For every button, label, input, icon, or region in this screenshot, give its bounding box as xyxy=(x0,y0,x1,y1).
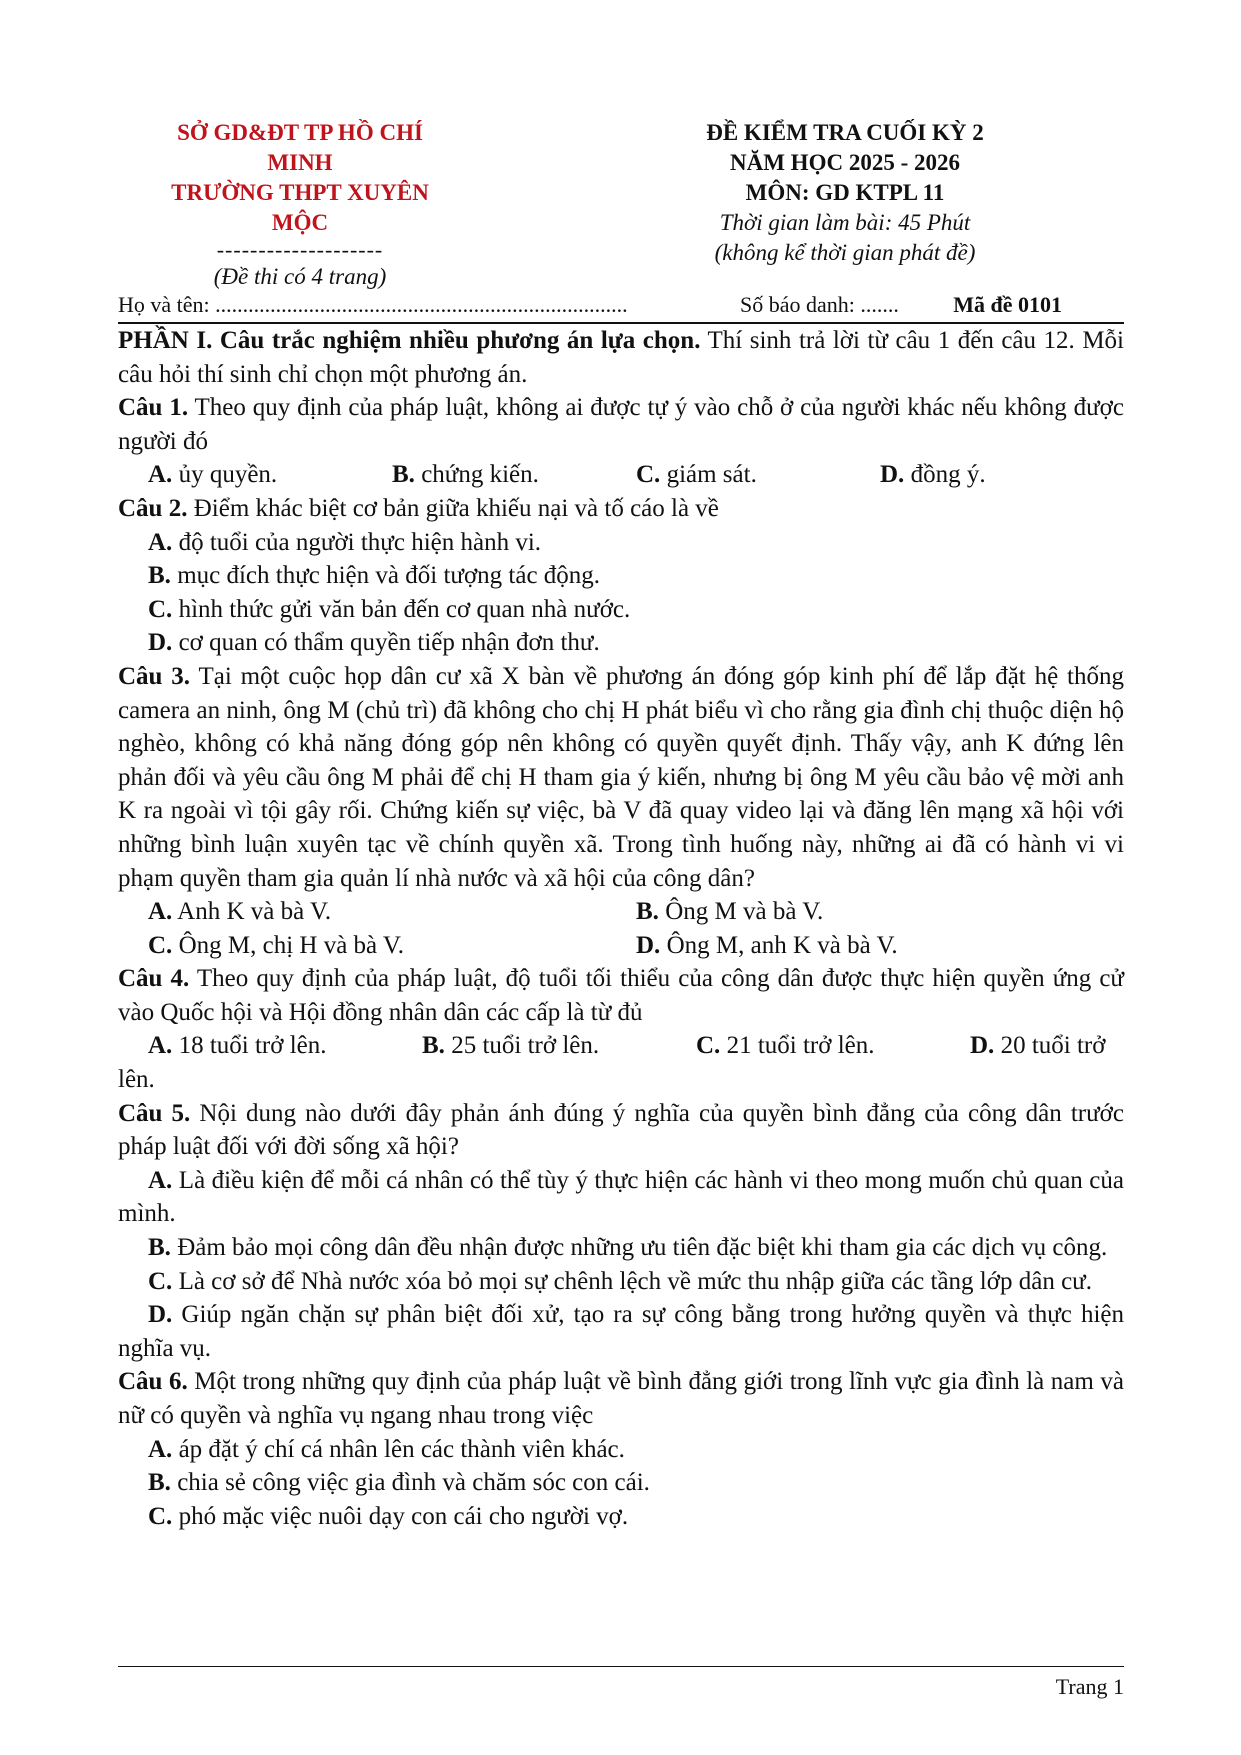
option-c: C. Ông M, chị H và bà V. xyxy=(148,931,405,959)
option-c: C. Là cơ sở để Nhà nước xóa bỏ mọi sự chênh lệch về mức thu nhập giữa các tầng lớp dân cư. xyxy=(148,1267,1092,1295)
candidate-number-field: Số báo danh: ....... xyxy=(740,292,899,317)
exam-header xyxy=(680,118,1010,268)
question-4 xyxy=(118,962,1124,1029)
question-label: Câu 3. xyxy=(118,662,191,690)
department-name: SỞ GD&ĐT TP HỒ CHÍ MINH xyxy=(177,120,423,175)
question-3 xyxy=(118,660,1124,895)
option-a: A. Anh K và bà V. xyxy=(148,898,332,926)
part-description: Thí sinh trả lời từ câu 1 đến câu 12. Mỗi câu hỏi thí sinh chỉ chọn một phương án. xyxy=(118,327,1124,388)
question-text: Điểm khác biệt cơ bản giữa khiếu nại và tố cáo là về xyxy=(187,494,719,522)
option-b: B. 25 tuổi trở lên. xyxy=(422,1032,600,1060)
part-title: PHẦN I. Câu trắc nghiệm nhiều phương án lựa chọn. xyxy=(118,327,701,354)
question-2 xyxy=(118,492,1124,526)
exam-code: Mã đề 0101 xyxy=(953,292,1062,317)
option-b: B. Ông M và bà V. xyxy=(636,898,824,926)
question-5 xyxy=(118,1097,1124,1164)
header-dashes: -------------------- xyxy=(216,237,384,262)
option-d: D. 20 tuổi trở xyxy=(970,1032,1106,1060)
question-text: Nội dung nào dưới đây phản ánh đúng ý nghĩa của quyền bình đẳng của công dân trước pháp luật đối với đời sống xã hội? xyxy=(118,1099,1124,1161)
school-header xyxy=(150,118,450,292)
question-label: Câu 1. xyxy=(118,394,189,422)
school-name: TRƯỜNG THPT XUYÊN MỘC xyxy=(171,180,429,235)
question-text: Theo quy định của pháp luật, độ tuổi tối thiểu của công dân được thực hiện quyền ứng cử vào Quốc hội và Hội đồng nhân dân các cấp là từ đủ xyxy=(118,965,1124,1026)
subject: MÔN: GD KTPL 11 xyxy=(745,180,945,205)
exam-duration: Thời gian làm bài: 45 Phút xyxy=(719,210,971,235)
option-b: B. Đảm bảo mọi công dân đều nhận được những ưu tiên đặc biệt khi tham gia các dịch vụ công. xyxy=(148,1234,1108,1262)
question-label: Câu 2. xyxy=(118,494,188,522)
question-4-options xyxy=(118,1029,1124,1063)
question-label: Câu 5. xyxy=(118,1099,191,1127)
option-c: C. giám sát. xyxy=(636,461,757,489)
question-text: Một trong những quy định của pháp luật về bình đẳng giới trong lĩnh vực gia đình là nam và nữ có quyền và nghĩa vụ ngang nhau trong việc xyxy=(118,1368,1124,1429)
option-d: D. đồng ý. xyxy=(880,461,986,489)
option-a: A. 18 tuổi trở lên. xyxy=(148,1032,327,1060)
option-a: A. áp đặt ý chí cá nhân lên các thành viên khác. xyxy=(148,1435,625,1463)
option-c: C. hình thức gửi văn bản đến cơ quan nhà nước. xyxy=(148,595,631,623)
question-3-options-row-1 xyxy=(118,895,1124,929)
option-b: B. chia sẻ công việc gia đình và chăm sóc con cái. xyxy=(148,1469,650,1497)
school-year: NĂM HỌC 2025 - 2026 xyxy=(730,150,960,175)
page-count-note: (Đề thi có 4 trang) xyxy=(213,264,387,289)
exam-content xyxy=(118,324,1124,1533)
question-1-options xyxy=(118,458,1124,492)
option-d-wrap: lên. xyxy=(118,1066,155,1094)
option-d: D. cơ quan có thẩm quyền tiếp nhận đơn thư. xyxy=(148,629,600,657)
part-heading xyxy=(118,324,1124,391)
exam-title: ĐỀ KIỂM TRA CUỐI KỲ 2 xyxy=(706,120,984,145)
option-a: A. ủy quyền. xyxy=(148,461,278,489)
student-name-field: Họ và tên: ........................................................................... xyxy=(118,292,628,317)
option-b: B. mục đích thực hiện và đối tượng tác động. xyxy=(148,562,601,590)
option-d: D. Giúp ngăn chặn sự phân biệt đối xử, tạo ra sự công bằng trong hưởng quyền và thực hiện nghĩa vụ. xyxy=(118,1301,1124,1362)
question-6 xyxy=(118,1365,1124,1432)
duration-note: (không kể thời gian phát đề) xyxy=(714,240,976,265)
question-label: Câu 4. xyxy=(118,965,190,993)
option-a: A. độ tuổi của người thực hiện hành vi. xyxy=(148,528,542,556)
option-c: C. 21 tuổi trở lên. xyxy=(696,1032,875,1060)
option-a: A. Là điều kiện để mỗi cá nhân có thể tùy ý thực hiện các hành vi theo mong muốn chủ quan của mình. xyxy=(118,1166,1124,1228)
footer-divider xyxy=(118,1666,1124,1667)
page-number: Trang 1 xyxy=(1055,1674,1124,1699)
question-label: Câu 6. xyxy=(118,1368,188,1396)
question-1 xyxy=(118,391,1124,458)
question-text: Theo quy định của pháp luật, không ai được tự ý vào chỗ ở của người khác nếu không được người đó xyxy=(118,394,1124,455)
option-c: C. phó mặc việc nuôi dạy con cái cho người vợ. xyxy=(148,1502,629,1530)
question-text: Tại một cuộc họp dân cư xã X bàn về phương án đóng góp kinh phí để lắp đặt hệ thống camera an ninh, ông M (chủ trì) đã không cho chị H phát biểu vì cho rằng gia đình chị thuộc diện hộ nghèo, không có khả năng đóng góp nên không có quyền quyết định. Thấy vậy, anh K đứng lên phản đối và yêu cầu ông M phải để chị H tham gia ý kiến, nhưng bị ông M yêu cầu bảo vệ mời anh K ra ngoài vì tội gây rối. Chứng kiến sự việc, bà V đã quay video lại và đăng lên mạng xã hội với những bình luận xuyên tạc về chính quyền xã. Trong tình huống này, những ai đã có hành vi vi phạm quyền tham gia quản lí nhà nước và xã hội của công dân? xyxy=(118,662,1124,892)
option-d: D. Ông M, anh K và bà V. xyxy=(636,931,898,959)
question-3-options-row-2 xyxy=(118,929,1124,963)
student-info-row xyxy=(118,290,1124,324)
option-b: B. chứng kiến. xyxy=(392,461,539,489)
